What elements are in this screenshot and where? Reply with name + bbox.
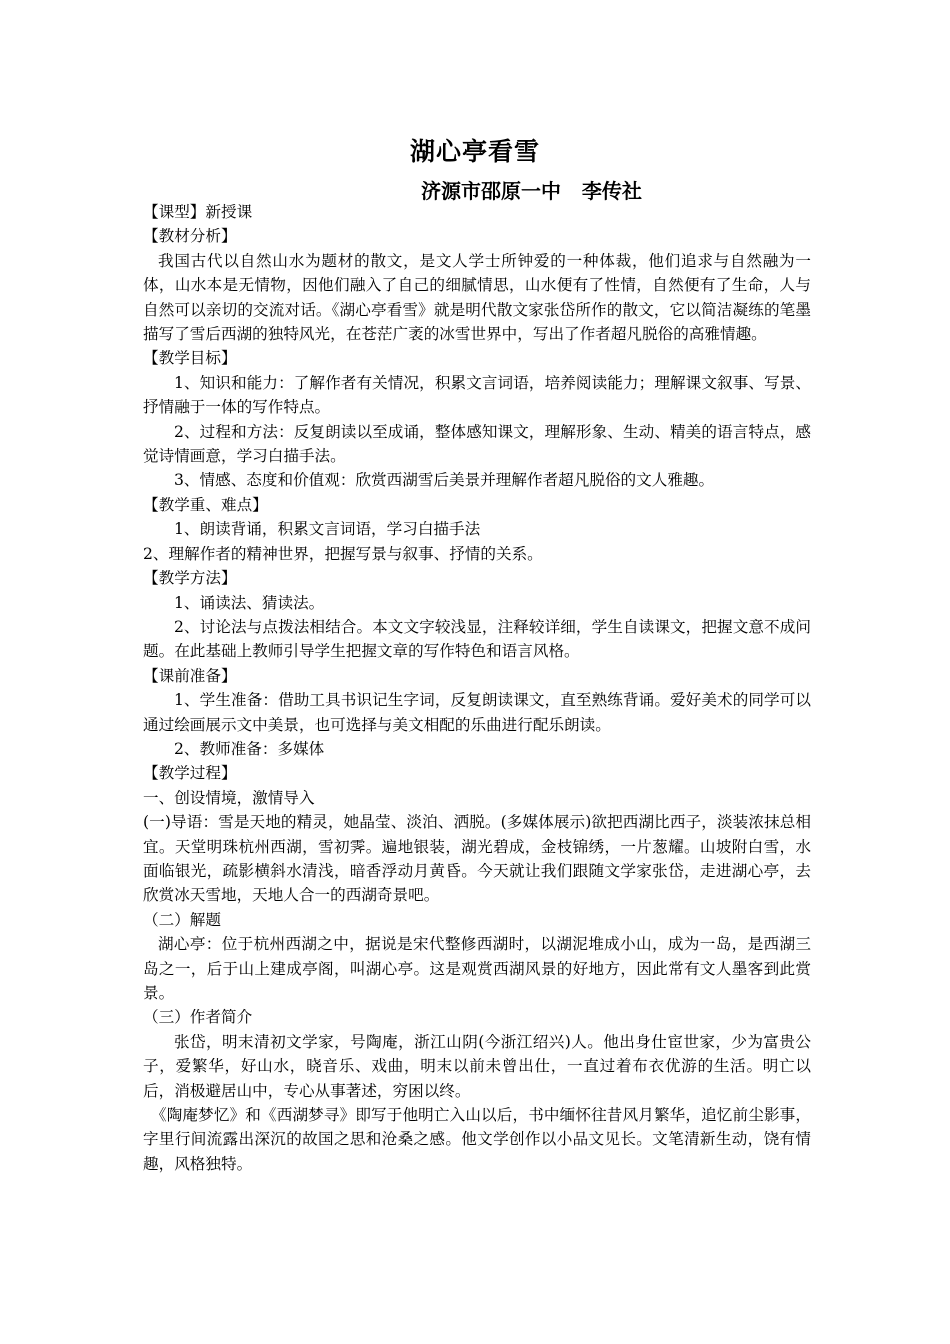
section-heading: 【教学重、难点】	[143, 495, 268, 514]
body-paragraph: 3、情感、态度和价值观：欣赏西湖雪后美景并理解作者超凡脱俗的文人雅趣。	[174, 471, 715, 490]
body-paragraph: 我国古代以自然山水为题材的散文，是文人学士所钟爱的一种体裁，他们追求与自然融为一体，山水本是无情物，因他们融入了自己的细腻情思，山水便有了性情，自然便有了生命，人与自然可以亲切的交流对话。《湖心亭看雪》就是明代散文家张岱所作的散文，它以简洁凝练的笔墨描写了雪后西湖的独特风光，在苍茫广袤的冰雪世界中，写出了作者超凡脱俗的高雅情趣。	[143, 251, 811, 344]
body-paragraph: 2、讨论法与点拨法相结合。本文文字较浅显，注释较详细，学生自读课文，把握文意不成问题。在此基础上教师引导学生把握文章的写作特色和语言风格。	[143, 617, 811, 661]
body-paragraph: 湖心亭：位于杭州西湖之中，据说是宋代整修西湖时，以湖泥堆成小山，成为一岛，是西湖三岛之一，后于山上建成亭阁，叫湖心亭。这是观赏西湖风景的好地方，因此常有文人墨客到此赏景。	[143, 935, 811, 1002]
document-title: 湖心亭看雪	[409, 137, 540, 166]
section-heading: 【教学方法】	[143, 569, 237, 588]
body-paragraph: 《陶庵梦忆》和《西湖梦寻》即写于他明亡入山以后，书中缅怀往昔风月繁华，追忆前尘影事，字里行间流露出深沉的故国之思和沧桑之感。他文学创作以小品文见长。文笔清新生动，饶有情趣，风格独特。	[143, 1106, 811, 1173]
body-paragraph: （三）作者简介	[143, 1008, 253, 1027]
section-heading: 【课前准备】	[143, 666, 237, 685]
body-paragraph: (一)导语：雪是天地的精灵，她晶莹、淡泊、洒脱。(多媒体展示)欲把西湖比西子，淡装浓抹总相宜。天堂明珠杭州西湖，雪初霁。遍地银装，湖光碧成，金枝锦绣，一片葱耀。山坡附白雪，水面临银光，疏影横斜水清浅，暗香浮动月黄昏。今天就让我们跟随文学家张岱，走进湖心亭，去欣赏冰天雪地，天地人合一的西湖奇景吧。	[143, 813, 811, 905]
body-paragraph: 张岱，明末清初文学家，号陶庵，浙江山阴(今浙江绍兴)人。他出身仕宦世家，少为富贵公子，爱繁华，好山水，晓音乐、戏曲，明末以前未曾出仕，一直过着布衣优游的生活。明亡以后，消极避居山中，专心从事著述，穷困以终。	[143, 1032, 811, 1100]
body-paragraph: 2、过程和方法：反复朗读以至成诵，整体感知课文，理解形象、生动、精美的语言特点，感觉诗情画意，学习白描手法。	[143, 422, 811, 466]
section-heading: 【课型】新授课	[143, 203, 253, 221]
body-paragraph: （二）解题	[143, 910, 221, 929]
section-heading: 【教学过程】	[143, 764, 237, 783]
body-paragraph: 1、学生准备：借助工具书识记生字词，反复朗读课文，直至熟练背诵。爱好美术的同学可以通过绘画展示文中美景，也可选择与美文相配的乐曲进行配乐朗读。	[143, 691, 811, 734]
body-paragraph: 一、创设情境，激情导入	[143, 788, 315, 807]
body-paragraph: 2、教师准备：多媒体	[174, 739, 325, 758]
document-author-line: 济源市邵原一中 李传社	[421, 179, 642, 203]
body-paragraph: 1、知识和能力：了解作者有关情况，积累文言词语，培养阅读能力；理解课文叙事、写景、抒情融于一体的写作特点。	[143, 373, 811, 417]
body-paragraph: 2、理解作者的精神世界，把握写景与叙事、抒情的关系。	[143, 544, 543, 563]
body-paragraph: 1、诵读法、猜读法。	[174, 593, 325, 612]
section-heading: 【教材分析】	[143, 227, 237, 246]
document-body	[143, 200, 811, 1176]
body-paragraph: 1、朗读背诵，积累文言词语，学习白描手法	[174, 520, 481, 539]
section-heading: 【教学目标】	[143, 349, 237, 368]
